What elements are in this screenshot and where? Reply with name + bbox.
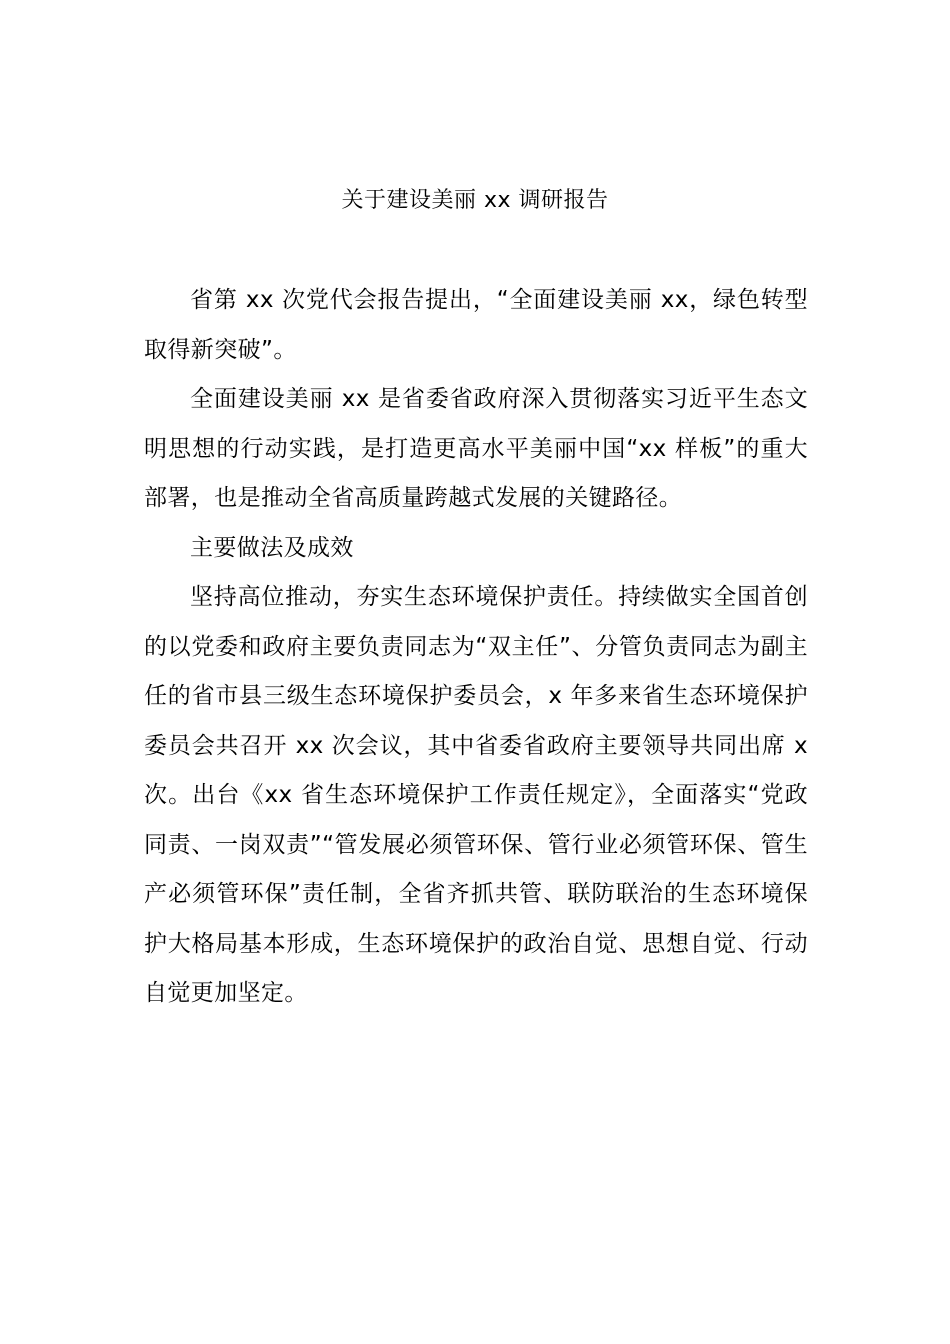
document-title: 关于建设美丽 xx 调研报告 [341, 188, 609, 213]
section-heading: 主要做法及成效 [190, 534, 354, 561]
paragraph-intro: 省第 xx 次党代会报告提出，“全面建设美丽 xx，绿色转型取得新突破”。 [144, 287, 808, 363]
paragraph-measures: 坚持高位推动，夯实生态环境保护责任。持续做实全国首创的以党委和政府主要负责同志为“双主任”、分管负责同志为副主任的省市县三级生态环境保护委员会，x 年多来省生态环境保护委员会共召开 xx 次会议，其中省委省政府主要领导共同出席 x 次。出台《xx 省生态环境保护工作责任规定》，全面落实“党政同责、一岗双责”“管发展必须管环保、管行业必须管环保、管生产必须管环保”责任制，全省齐抓共管、联防联治的生态环境保护大格局基本形成，生态环境保护的政治自觉、思想自觉、行动自觉更加坚定。 [144, 584, 808, 1006]
document-body [144, 276, 808, 1019]
paragraph-overview: 全面建设美丽 xx 是省委省政府深入贯彻落实习近平生态文明思想的行动实践，是打造更高水平美丽中国“xx 样板”的重大部署，也是推动全省高质量跨越式发展的关键路径。 [144, 386, 808, 511]
